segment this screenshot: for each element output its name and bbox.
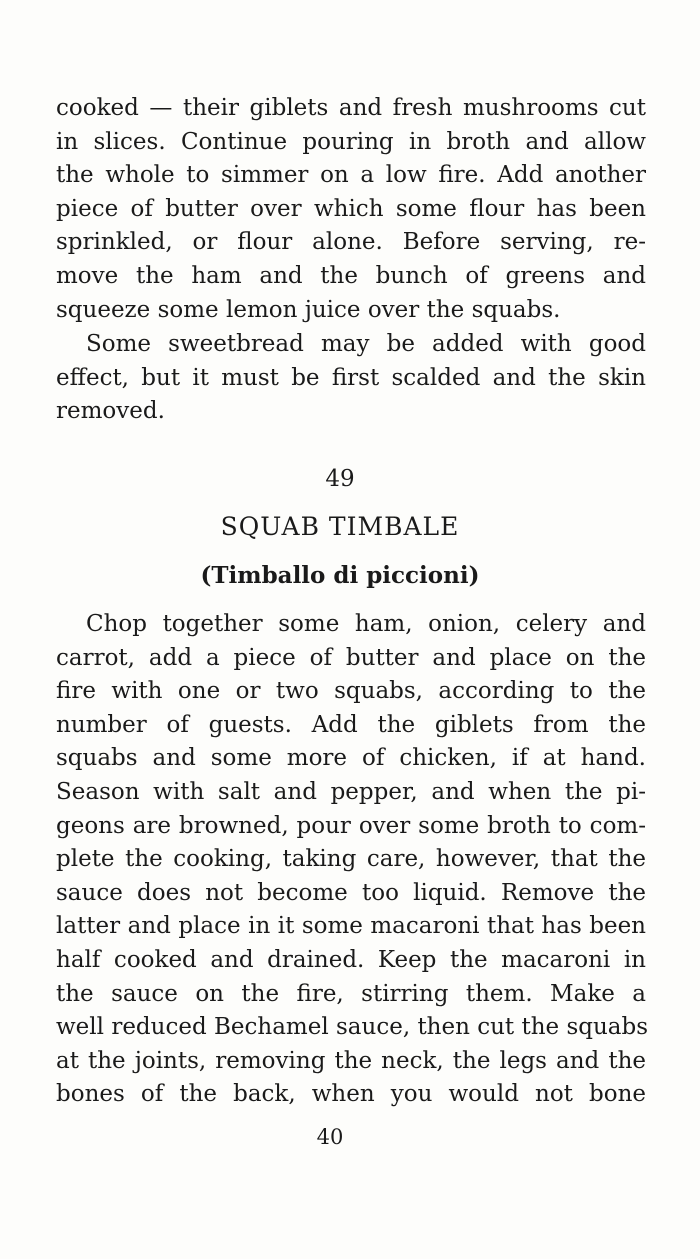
- text-line: well reduced Bechamel sauce, then cut the squabs: [56, 1014, 649, 1041]
- text-line: the sauce on the fire, stirring them. Make a: [56, 980, 646, 1007]
- text-line: removed.: [56, 398, 165, 425]
- text-line: piece of butter over which some flour has been: [56, 195, 646, 222]
- note-paragraph: [56, 328, 646, 429]
- recipe-paragraph: [56, 608, 649, 1112]
- text-line: sprinkled, or flour alone. Before serving, re-: [56, 229, 646, 256]
- page-number: 40: [316, 1125, 344, 1149]
- text-line: squabs and some more of chicken, if at hand.: [56, 745, 646, 772]
- text-line: plete the cooking, taking care, however, that the: [56, 846, 646, 873]
- recipe-title: SQUAB TIMBALE: [220, 512, 460, 541]
- text-line: in slices. Continue pouring in broth and allow: [56, 128, 646, 155]
- text-line: geons are browned, pour over some broth to com-: [56, 812, 646, 839]
- text-line: cooked — their giblets and fresh mushrooms cut: [56, 95, 646, 121]
- text-line: Season with salt and pepper, and when the pi-: [56, 778, 646, 805]
- text-line: move the ham and the bunch of greens and: [56, 262, 646, 289]
- recipe-number: 49: [325, 466, 355, 492]
- text-line: effect, but it must be first scalded and the skin: [56, 364, 646, 391]
- text-line: the whole to simmer on a low fire. Add another: [56, 162, 646, 189]
- text-line: squeeze some lemon juice over the squabs.: [56, 296, 561, 323]
- text-line: sauce does not become too liquid. Remove the: [56, 879, 646, 906]
- continued-paragraph: [56, 92, 646, 327]
- recipe-subtitle: (Timballo di piccioni): [200, 562, 480, 589]
- text-line: Chop together some ham, onion, celery and: [86, 611, 646, 637]
- text-line: half cooked and drained. Keep the macaroni in: [56, 946, 646, 973]
- text-line: latter and place in it some macaroni that has been: [56, 913, 646, 940]
- text-line: Some sweetbread may be added with good: [86, 331, 646, 357]
- text-line: number of guests. Add the giblets from the: [56, 711, 646, 738]
- text-line: fire with one or two squabs, according to the: [56, 678, 646, 705]
- text-line: carrot, add a piece of butter and place on the: [56, 644, 646, 671]
- text-line: at the joints, removing the neck, the legs and the: [56, 1047, 646, 1074]
- text-line: bones of the back, when you would not bone: [56, 1081, 646, 1108]
